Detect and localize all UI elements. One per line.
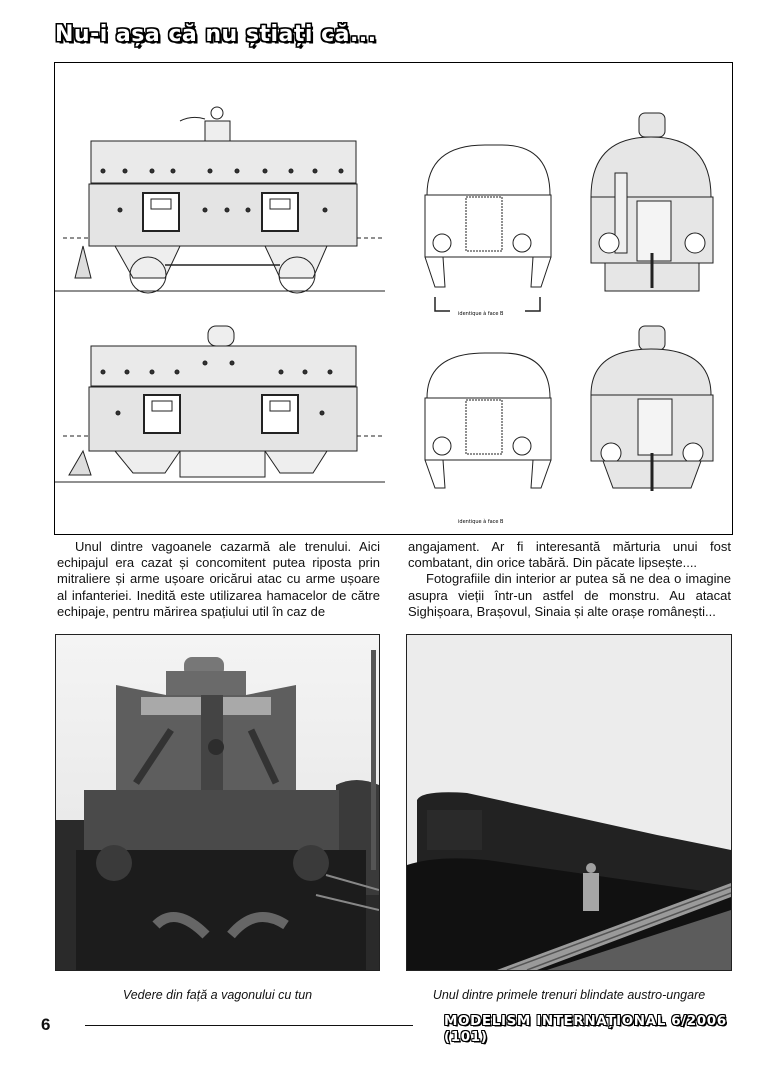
technical-drawing-frame bbox=[54, 62, 733, 535]
photo-caption: Unul dintre primele trenuri blindate austro-ungare bbox=[432, 988, 706, 1002]
drawing-label-2: identique à face B bbox=[458, 519, 504, 525]
end-view-plain-bottom bbox=[425, 353, 551, 488]
photo-armored-train bbox=[406, 634, 732, 971]
article-column-right bbox=[408, 539, 731, 620]
side-elevation-top bbox=[55, 107, 385, 293]
wagon-drawings bbox=[55, 63, 732, 534]
end-view-plain-top bbox=[425, 145, 551, 311]
end-view-detailed-top bbox=[591, 113, 713, 291]
photo-gun-wagon-front bbox=[55, 634, 380, 971]
end-view-detailed-bottom bbox=[591, 326, 713, 491]
article-column-left bbox=[57, 539, 380, 620]
page-title: Nu-i așa că nu știați că... bbox=[55, 22, 377, 47]
footer-rule bbox=[85, 1025, 413, 1026]
paragraph: Fotografiile din interior ar putea să ne dea o imagine asupra vieții într-un astfel de monstru. Au atacat Sighișoara, Brașovul, Sinaia și alte orașe românești... bbox=[408, 571, 731, 619]
paragraph: angajament. Ar fi interesantă mărturia unui fost combatant, din orice tabără. Din păcate lipsește.... bbox=[408, 539, 731, 571]
side-elevation-bottom bbox=[55, 326, 385, 482]
drawing-label-1: identique à face B bbox=[458, 311, 504, 317]
publication-name: MODELISM INTERNAȚIONAL 6/2006 (101) bbox=[444, 1013, 727, 1045]
photo-caption: Vedere din față a vagonului cu tun bbox=[122, 988, 313, 1002]
paragraph: Unul dintre vagoanele cazarmă ale trenului. Aici echipajul era cazat și concomitent putea riposta prin mitraliere și arme ușoare oricărui atac cu arme ușoare al infanteriei. Inedită este utilizarea hamacelor de către echipaje, pentru mărirea spațiului util în caz de bbox=[57, 539, 380, 619]
page-number: 6 bbox=[41, 1015, 51, 1034]
